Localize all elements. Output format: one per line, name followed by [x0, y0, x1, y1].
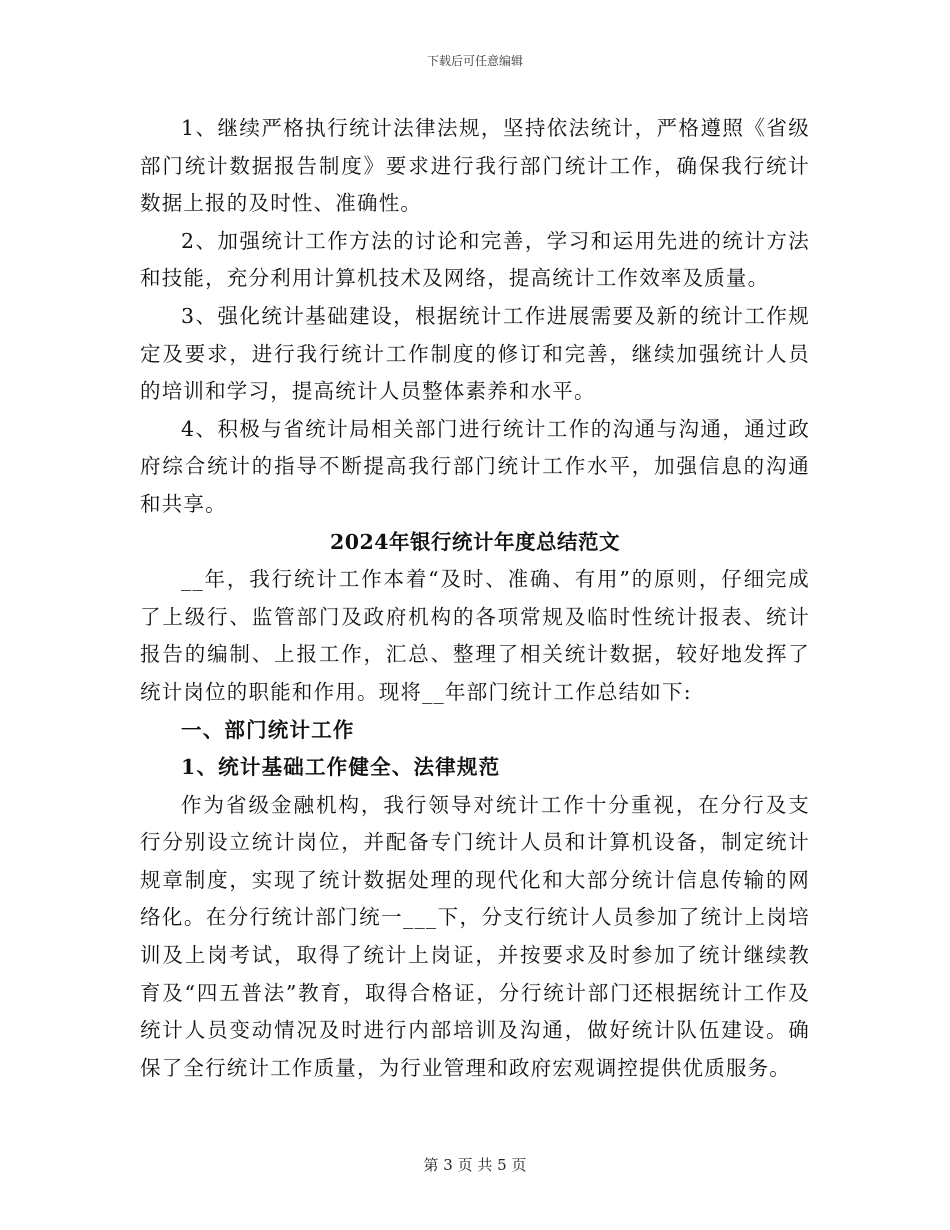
page-header: 下载后可任意编辑: [426, 54, 523, 68]
paragraph-3: 3、强化统计基础建设，根据统计工作进展需要及新的统计工作规定及要求，进行我行统计工作制度的修订和完善，继续加强统计人员的培训和学习，提高统计人员整体素养和水平。: [140, 303, 810, 404]
document-body: [140, 110, 810, 1087]
intro-paragraph: __年，我行统计工作本着“及时、准确、有用”的原则，仔细完成了上级行、监管部门及政府机构的各项常规及临时性统计报表、统计报告的编制、上报工作，汇总、整理了相关统计数据，较好地发挥了统计岗位的职能和作用。现将__年部门统计工作总结如下:: [140, 567, 810, 704]
document-title: 2024年银行统计年度总结范文: [329, 529, 621, 554]
section-heading: 一、部门统计工作: [181, 717, 355, 742]
page-number: 第 3 页 共 5 页: [423, 1156, 527, 1174]
paragraph-6: 作为省级金融机构，我行领导对统计工作十分重视，在分行及支行分别设立统计岗位，并配备专门统计人员和计算机设备，制定统计规章制度，实现了统计数据处理的现代化和大部分统计信息传输的网络化。在分行统计部门统一___下，分支行统计人员参加了统计上岗培训及上岗考试，取得了统计上岗证，并按要求及时参加了统计继续教育及“四五普法”教育，取得合格证，分行统计部门还根据统计工作及统计人员变动情况及时进行内部培训及沟通，做好统计队伍建设。确保了全行统计工作质量，为行业管理和政府宏观调控提供优质服务。: [140, 792, 810, 1080]
paragraph-4: 4、积极与省统计局相关部门进行统计工作的沟通与沟通，通过政府综合统计的指导不断提高我行部门统计工作水平，加强信息的沟通和共享。: [140, 416, 810, 516]
subsection-heading: 1、统计基础工作健全、法律规范: [181, 755, 501, 780]
paragraph-1: 1、继续严格执行统计法律法规，坚持依法统计，严格遵照《省级部门统计数据报告制度》要求进行我行部门统计工作，确保我行统计数据上报的及时性、准确性。: [140, 116, 810, 216]
paragraph-2: 2、加强统计工作方法的讨论和完善，学习和运用先进的统计方法和技能，充分利用计算机技术及网络，提高统计工作效率及质量。: [140, 228, 810, 291]
